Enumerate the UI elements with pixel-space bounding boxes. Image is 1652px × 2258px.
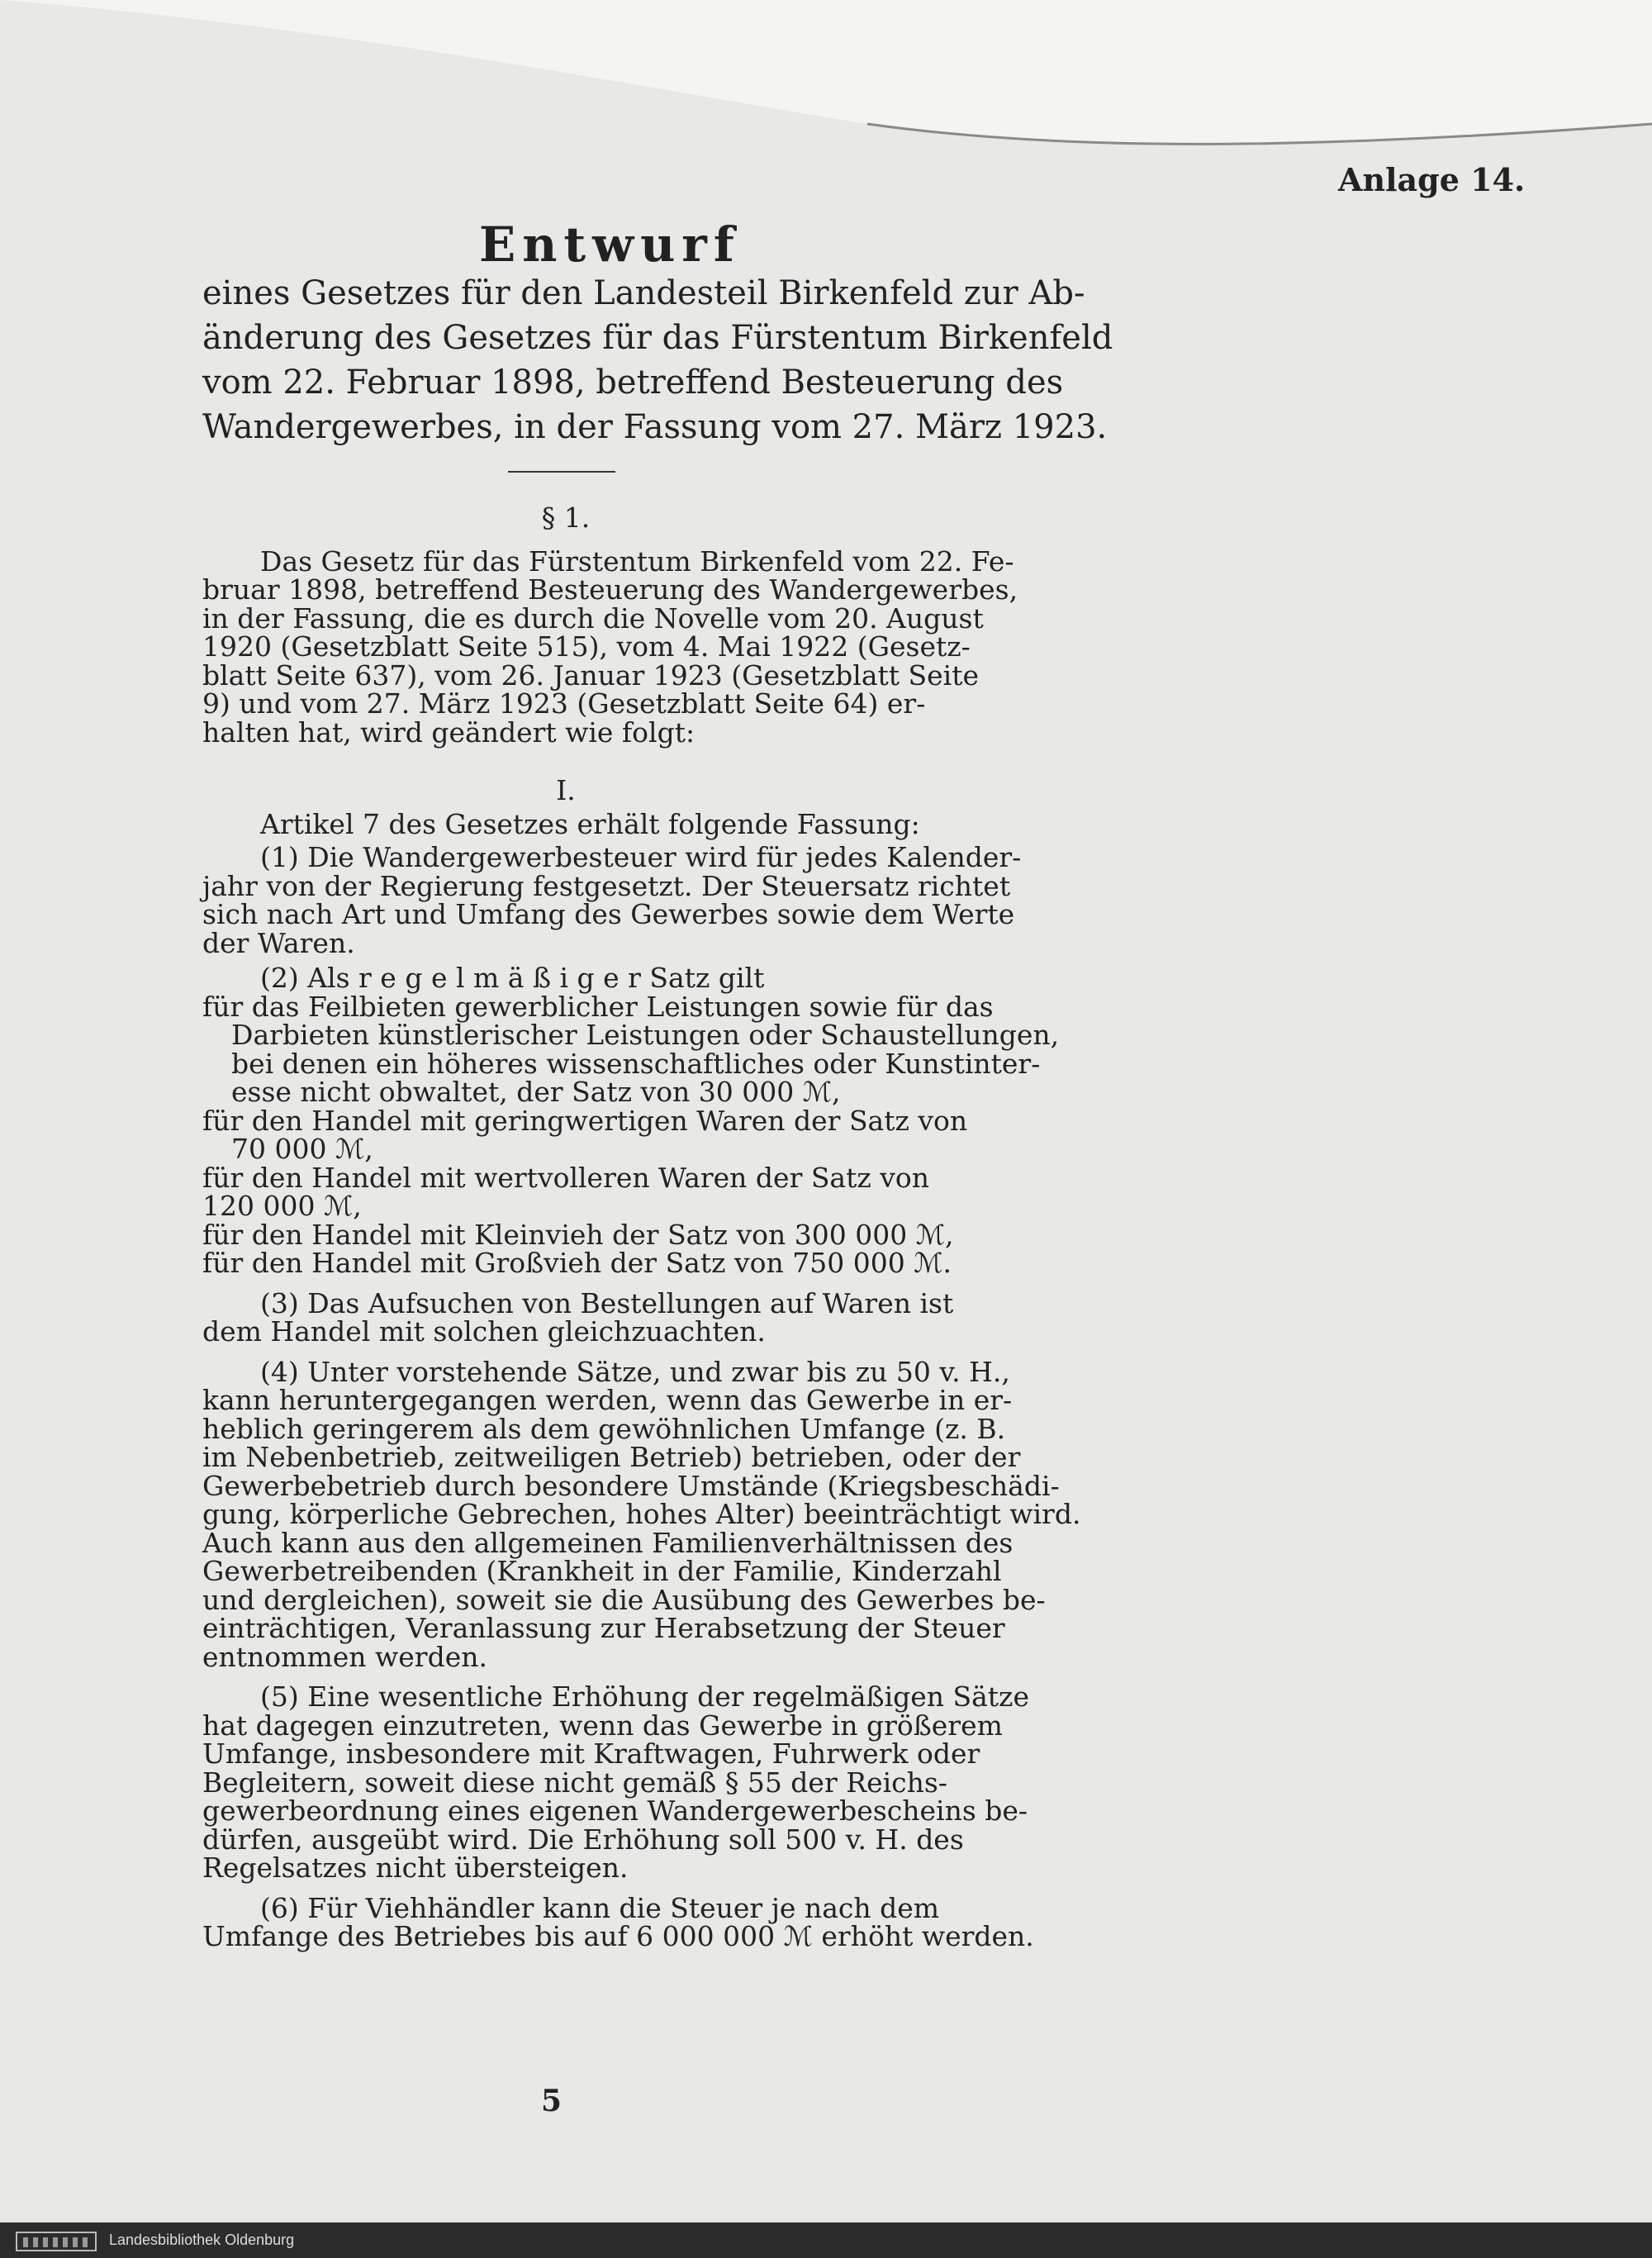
text-line: (5) Eine wesentliche Erhöhung der regelmäßigen Sätze bbox=[260, 1680, 1029, 1713]
subtitle-line: eines Gesetzes für den Landesteil Birkenfeld zur Ab- bbox=[202, 274, 1085, 312]
subtitle-line: vom 22. Februar 1898, betreffend Besteuerung des bbox=[202, 364, 1064, 402]
text-line: Umfange des Betriebes bis auf 6 000 000 ℳ erhöht werden. bbox=[202, 1920, 1034, 1952]
subtitle-line: änderung des Gesetzes für das Fürstentum Birkenfeld bbox=[202, 319, 1113, 357]
text-line: entnommen werden. bbox=[202, 1640, 487, 1673]
text-line: gewerbeordnung eines eigenen Wandergewerbescheins be- bbox=[202, 1795, 1028, 1827]
library-building-icon bbox=[15, 2229, 97, 2252]
text-line: Das Gesetz für das Fürstentum Birkenfeld vom 22. Fe- bbox=[260, 544, 1014, 578]
divider-rule bbox=[508, 471, 615, 473]
text-line: 120 000 ℳ, bbox=[202, 1190, 362, 1222]
text-line: für den Handel mit wertvolleren Waren der Satz von bbox=[202, 1161, 930, 1194]
page-number: 5 bbox=[541, 2084, 563, 2118]
paper-fold-shadow bbox=[0, 0, 1652, 165]
text-line: (6) Für Viehhändler kann die Steuer je nach dem bbox=[260, 1891, 940, 1924]
text-line: Darbieten künstlerischer Leistungen oder Schaustellungen, bbox=[231, 1019, 1060, 1051]
text-line: blatt Seite 637), vom 26. Januar 1923 (Gesetzblatt Seite bbox=[202, 658, 979, 692]
subtitle-line: Wandergewerbes, in der Fassung vom 27. März 1923. bbox=[202, 408, 1108, 446]
section-block bbox=[202, 502, 1018, 749]
roman-heading: I. bbox=[556, 774, 576, 806]
text-line: dem Handel mit solchen gleichzuachten. bbox=[202, 1315, 766, 1348]
document-subtitle bbox=[202, 271, 1113, 449]
text-line: für das Feilbieten gewerblicher Leistungen sowie für das bbox=[202, 990, 994, 1023]
text-line: bei denen ein höheres wissenschaftliches oder Kunstinter- bbox=[231, 1047, 1041, 1080]
article-intro: Artikel 7 des Gesetzes erhält folgende Fassung: bbox=[260, 807, 920, 840]
document-title: Entwurf bbox=[479, 216, 741, 273]
text-line: (1) Die Wandergewerbesteuer wird für jedes Kalender- bbox=[260, 841, 1022, 873]
text-line: 70 000 ℳ, bbox=[231, 1133, 373, 1165]
text-line: für den Handel mit geringwertigen Waren der Satz von bbox=[202, 1104, 968, 1137]
text-line: für den Handel mit Kleinvieh der Satz von 300 000 ℳ, bbox=[202, 1218, 954, 1251]
text-line: (2) Als r e g e l m ä ß i g e r Satz gilt bbox=[260, 962, 765, 994]
text-line: Auch kann aus den allgemeinen Familienverhältnissen des bbox=[202, 1526, 1014, 1559]
text-line: 1920 (Gesetzblatt Seite 515), vom 4. Mai 1922 (Gesetz- bbox=[202, 630, 971, 663]
text-line: und dergleichen), soweit sie die Ausübung des Gewerbes be- bbox=[202, 1583, 1046, 1616]
text-line: Gewerbebetrieb durch besondere Umstände (Kriegsbeschädi- bbox=[202, 1469, 1060, 1502]
text-line: in der Fassung, die es durch die Novelle vom 20. August bbox=[202, 601, 984, 635]
text-line: Begleitern, soweit diese nicht gemäß § 55 der Reichs- bbox=[202, 1766, 947, 1799]
text-line: (3) Das Aufsuchen von Bestellungen auf Waren ist bbox=[260, 1286, 954, 1319]
text-line: jahr von der Regierung festgesetzt. Der Steuersatz richtet bbox=[202, 869, 1011, 902]
text-line: (4) Unter vorstehende Sätze, und zwar bis zu 50 v. H., bbox=[260, 1355, 1010, 1388]
text-line: sich nach Art und Umfang des Gewerbes sowie dem Werte bbox=[202, 898, 1015, 930]
text-line: hat dagegen einzutreten, wenn das Gewerbe in größerem bbox=[202, 1709, 1003, 1742]
text-line: Umfange, insbesondere mit Kraftwagen, Fuhrwerk oder bbox=[202, 1737, 980, 1770]
library-footer bbox=[0, 2222, 1652, 2258]
text-line: im Nebenbetrieb, zeitweiligen Betrieb) betrieben, oder der bbox=[202, 1441, 1021, 1473]
text-line: einträchtigen, Veranlassung zur Herabsetzung der Steuer bbox=[202, 1612, 1005, 1644]
text-line: halten hat, wird geändert wie folgt: bbox=[202, 715, 695, 749]
text-line: gung, körperliche Gebrechen, hohes Alter) beeinträchtigt wird. bbox=[202, 1498, 1081, 1530]
text-line: Gewerbetreibenden (Krankheit in der Familie, Kinderzahl bbox=[202, 1555, 1002, 1587]
text-line: heblich geringerem als dem gewöhnlichen Umfange (z. B. bbox=[202, 1412, 1006, 1445]
annex-label: Anlage 14. bbox=[1338, 161, 1526, 198]
text-line: dürfen, ausgeübt wird. Die Erhöhung soll 500 v. H. des bbox=[202, 1823, 964, 1856]
section-heading: § 1. bbox=[541, 502, 591, 534]
text-line: bruar 1898, betreffend Besteuerung des Wandergewerbes, bbox=[202, 573, 1018, 606]
text-line: der Waren. bbox=[202, 926, 355, 959]
text-line: esse nicht obwaltet, der Satz von 30 000 ℳ, bbox=[231, 1076, 841, 1108]
text-line: für den Handel mit Großvieh der Satz von 750 000 ℳ. bbox=[202, 1247, 952, 1279]
article-block bbox=[202, 774, 1081, 1952]
library-name: Landesbibliothek Oldenburg bbox=[109, 2232, 295, 2248]
text-line: Regelsatzes nicht übersteigen. bbox=[202, 1852, 629, 1884]
text-line: 9) und vom 27. März 1923 (Gesetzblatt Seite 64) er- bbox=[202, 687, 926, 720]
text-line: kann heruntergegangen werden, wenn das Gewerbe in er- bbox=[202, 1384, 1013, 1416]
